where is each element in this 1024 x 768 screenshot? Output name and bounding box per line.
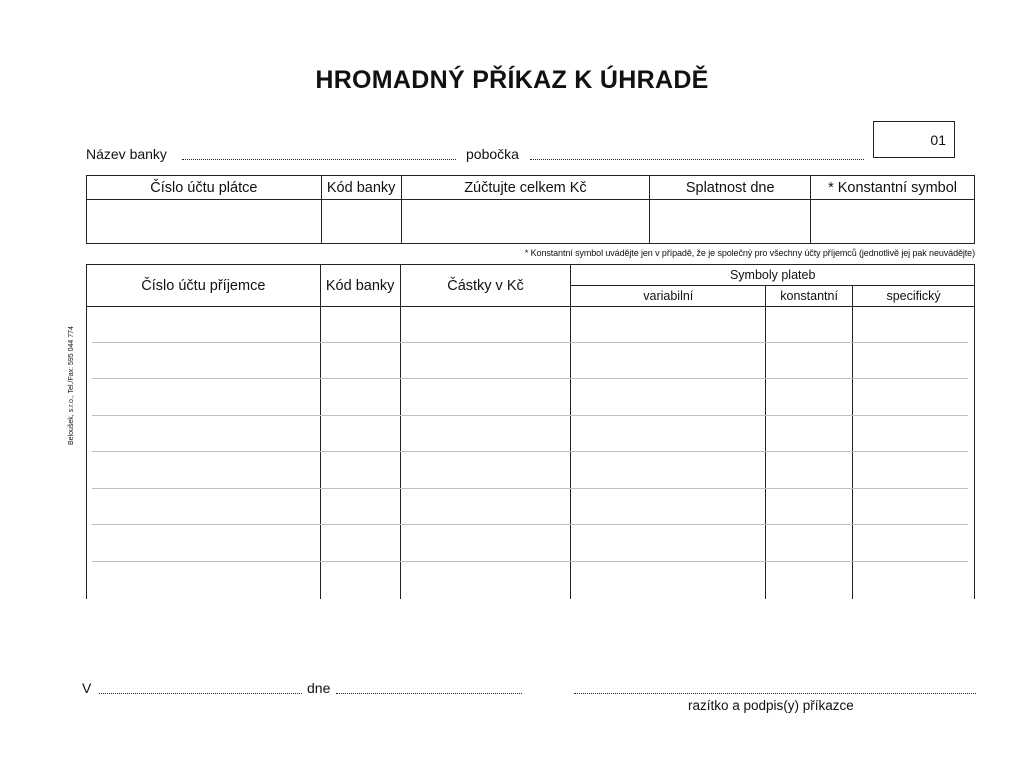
recipient-account-header: Číslo účtu příjemce: [87, 265, 321, 307]
signature-field[interactable]: [574, 693, 976, 694]
total-amount-header: Zúčtujte celkem Kč: [401, 176, 650, 200]
row-rule: [92, 378, 968, 379]
footnote: * Konstantní symbol uvádějte jen v případě, že je společný pro všechny účty příjemců (jednotlivě jej pak neuvádějte): [524, 248, 975, 258]
recipient-bank-code-header: Kód banky: [320, 265, 400, 307]
branch-label: pobočka: [466, 146, 519, 162]
branch-field[interactable]: [530, 159, 864, 160]
due-date-cell[interactable]: [650, 200, 811, 244]
signature-label: razítko a podpis(y) příkazce: [688, 698, 854, 713]
date-field[interactable]: [336, 693, 522, 694]
row-rule: [92, 561, 968, 562]
total-amount-cell[interactable]: [401, 200, 650, 244]
printer-imprint: Beloušek, s.r.o., Tel./Fax: 595 044 774: [68, 326, 75, 445]
variable-symbol-header: variabilní: [571, 286, 766, 307]
form-number: 01: [930, 132, 946, 148]
payer-account-cell[interactable]: [87, 200, 322, 244]
constant-symbol-header: * Konstantní symbol: [811, 176, 975, 200]
form-title: HROMADNÝ PŘÍKAZ K ÚHRADĚ: [315, 66, 709, 94]
payer-table: [86, 175, 975, 244]
row-rule: [92, 342, 968, 343]
constant-symbol-sub-header: konstantní: [766, 286, 853, 307]
payer-bank-code-header: Kód banky: [321, 176, 401, 200]
due-date-header: Splatnost dne: [650, 176, 811, 200]
constant-symbol-cell[interactable]: [811, 200, 975, 244]
place-field[interactable]: [99, 693, 302, 694]
row-rule: [92, 524, 968, 525]
bank-name-label: Název banky: [86, 146, 167, 162]
row-rules: [92, 305, 968, 597]
amounts-header: Částky v Kč: [400, 265, 571, 307]
payer-account-header: Číslo účtu plátce: [87, 176, 322, 200]
place-label: V: [82, 680, 92, 696]
specific-symbol-header: specifický: [853, 286, 975, 307]
date-label: dne: [307, 680, 331, 696]
bank-name-field[interactable]: [182, 159, 456, 160]
form-number-box: [873, 121, 955, 158]
row-rule: [92, 488, 968, 489]
payer-bank-code-cell[interactable]: [321, 200, 401, 244]
payment-symbols-header: Symboly plateb: [571, 265, 975, 286]
row-rule: [92, 451, 968, 452]
row-rule: [92, 415, 968, 416]
